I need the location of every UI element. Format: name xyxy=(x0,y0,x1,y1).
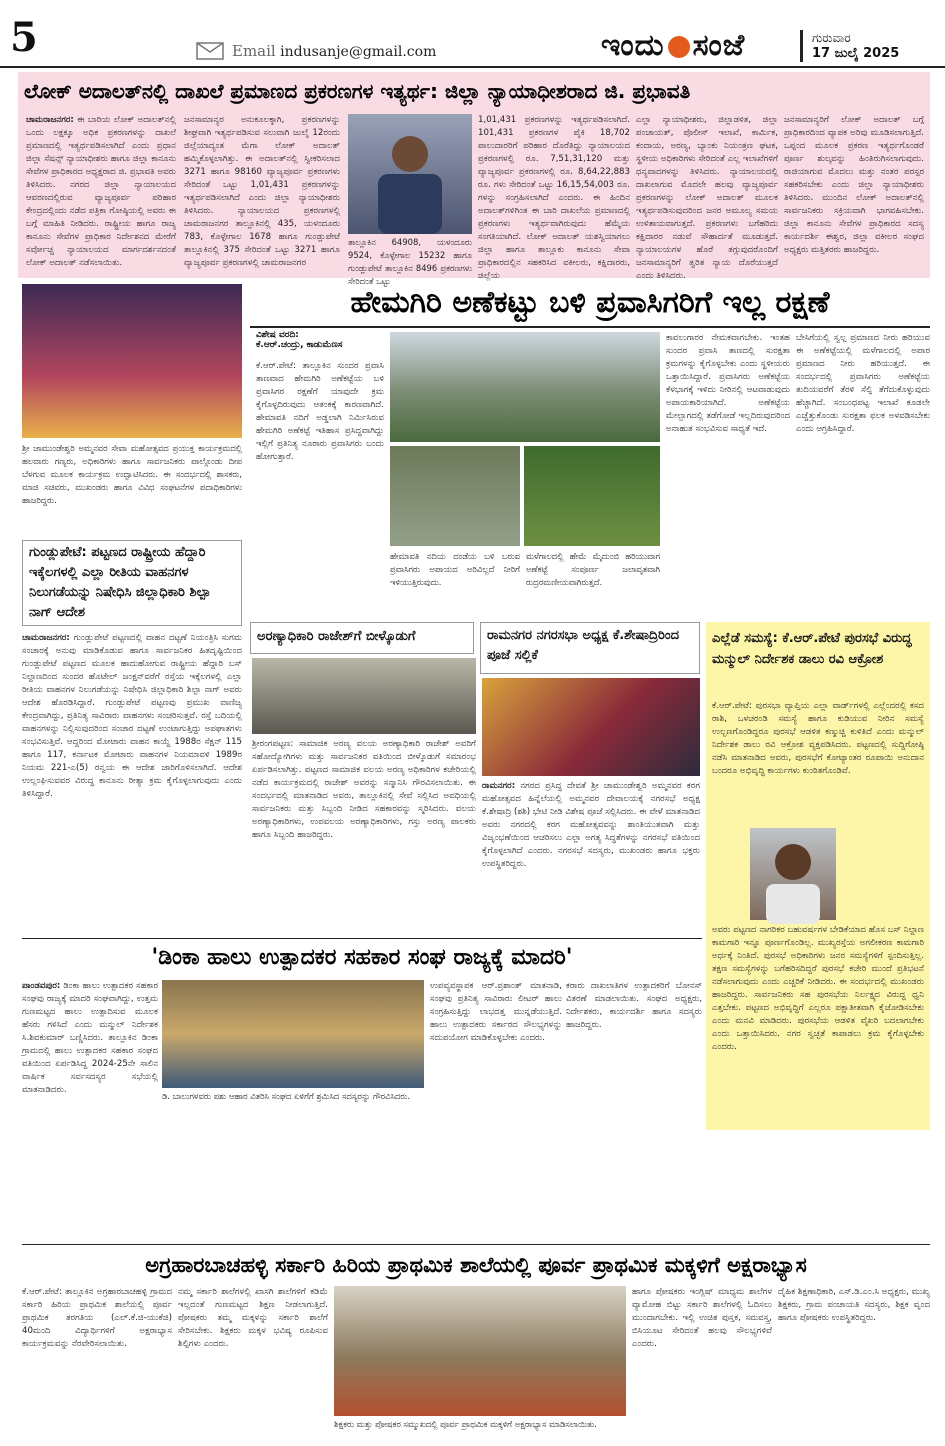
byline xyxy=(256,330,386,350)
story-headline: ರಾಮನಗರ ನಗರಸಭಾ ಅಧ್ಯಕ್ಷ ಕೆ.ಶೇಷಾದ್ರಿರಿಂದ ಪೂಜೆ ಸಲ್ಲಿಕೆ xyxy=(487,628,679,663)
story-column: ನಮ್ಮ ಸರ್ಕಾರಿ ಶಾಲೆಗಳಲ್ಲಿ ಖಾಸಗಿ ಶಾಲೆಗಳಿಗೆ ಕಡಿಮೆ ಇಲ್ಲದಂತೆ ಗುಣಮಟ್ಟದ ಶಿಕ್ಷಣ ನೀಡಲಾಗುತ್ತಿದೆ. ಪೋಷಕರು ತಮ್ಮ ಮಕ್ಕಳನ್ನು ಸರ್ಕಾರಿ ಶಾಲೆಗೆ ಸೇರಿಸಬೇಕು. ಶಿಕ್ಷಕರು ಮಕ್ಕಳ ಭವಿಷ್ಯ ರೂಪಿಸುವ ಶಿಲ್ಪಿಗಳು ಎಂದರು. xyxy=(178,1287,328,1349)
story-column: ಎಲ್ಲಾ ನ್ಯಾಯಾಧೀಶರು, ಜಿಲ್ಲಾಡಳಿತ, ಜಿಲ್ಲಾ ಪಂಚಾಯತ್, ಪೊಲೀಸ್ ಇಲಾಖೆ, ಕಾರ್ಮಿಕ, ಕಂದಾಯ, ಅರಣ್ಯ, ಬ್ಯಾಂಕು ನಿಯಂತ್ರಣ ಘಟಕ, ಸ್ಥಳೀಯ ಅಧಿಕಾರಿಗಳು ಸೇರಿದಂತೆ ಎಲ್ಲ ಇಲಾಖೆಗಳಿಗೆ ಧನ್ಯವಾದಗಳನ್ನು ತಿಳಿಸಿದರು. ನ್ಯಾಯಾಲಯದಲ್ಲಿ ದಾಖಲಾಗುವ ಮೊದಲೇ ಹಲವು ವ್ಯಾಜ್ಯಪೂರ್ವ ಪ್ರಕರಣಗಳನ್ನು ಲೋಕ್ ಅದಾಲತ್ ಮೂಲಕ ಇತ್ಯರ್ಥಪಡಿಸುವುದರಿಂದ ಜನರ ಅಮೂಲ್ಯ ಸಮಯ ಉಳಿತಾಯವಾಗುತ್ತದೆ. ಪ್ರಕರಣಗಳು ಬಗೆಹರಿದು ಕಕ್ಷಿದಾರರ ನಡುವೆ ಸೌಹಾರ್ದತೆ ಮೂಡುತ್ತದೆ. ನ್ಯಾಯಾಲಯಗಳ ಹೊರೆ ತಗ್ಗುವುದರೊಂದಿಗೆ ಜನಸಾಮಾನ್ಯರಿಗೆ ತ್ವರಿತ ನ್ಯಾಯ ದೊರೆಯುತ್ತದೆ ಎಂದು ತಿಳಿಸಿದರು. xyxy=(636,115,778,281)
visitors-photo xyxy=(390,446,520,546)
hemagiri-headline: ಹೇಮಗಿರಿ ಅಣೆಕಟ್ಟು ಬಳಿ ಪ್ರವಾಸಿಗರಿಗೆ ಇಲ್ಲ ರಕ್ಷಣೆ xyxy=(350,285,830,320)
story-column: ಕರಾರು ದಾಖಲಾತಿಗಳ ಉತ್ಪಾದಕರಿಗೆ ಬೋನಸ್ ವಿತರಣೆ ಮಾಡಲಾಯಿತು. ಸಂಘದ ಅಧ್ಯಕ್ಷರು, ನಿರ್ದೇಶಕರು, ಕಾರ್ಯದರ್ಶಿ ಹಾಗೂ ಸದಸ್ಯರು ಹಾಜರಿದ್ದರು. xyxy=(566,981,702,1030)
story-headline: ಎಲ್ಲೆಡೆ ಸಮಸ್ಯೆ: ಕೆ.ಆರ್.ಪೇಟೆ ಪುರಸಭೆ ವಿರುದ್ಧ ಮನ್ಮುಲ್ ನಿರ್ದೇಶಕ ಡಾಲು ರವಿ ಆಕ್ರೋಶ xyxy=(712,631,912,667)
story-text: ಈ ಬಾರಿಯ ಲೋಕ್ ಅದಾಲತ್‌ನಲ್ಲಿ ಒಂದು ಲಕ್ಷಕ್ಕೂ ಅಧಿಕ ಪ್ರಕರಣಗಳನ್ನು ದಾಖಲೆ ಪ್ರಮಾಣದಲ್ಲಿ ಇತ್ಯರ್ಥಪಡಿಸಲಾಗಿದೆ ಎಂದು ಪ್ರಧಾನ ಜಿಲ್ಲಾ ಸೆಷನ್ಸ್ ನ್ಯಾಯಾಧೀಶರು ಹಾಗೂ ಜಿಲ್ಲಾ ಕಾನೂನು ಸೇವೆಗಳ ಪ್ರಾಧಿಕಾರದ ಅಧ್ಯಕ್ಷರಾದ ಜಿ. ಪ್ರಭಾವತಿ ಅವರು ತಿಳಿಸಿದರು. ನಗರದ ಜಿಲ್ಲಾ ನ್ಯಾಯಾಲಯದ ಆವರಣದಲ್ಲಿರುವ ವ್ಯಾಜ್ಯಪೂರ್ವ ಪರಿಹಾರ ಕೇಂದ್ರದಲ್ಲಿಂದು ನಡೆದ ಪತ್ರಿಕಾ ಗೋಷ್ಠಿಯಲ್ಲಿ ಅವರು ಈ ಬಗ್ಗೆ ಮಾಹಿತಿ ನೀಡಿದರು. ರಾಷ್ಟ್ರೀಯ ಹಾಗೂ ರಾಜ್ಯ ಕಾನೂನು ಸೇವೆಗಳ ಪ್ರಾಧಿಕಾರ ನಿರ್ದೇಶನದ ಮೇರೆಗೆ ಸರ್ವೋಚ್ಚ ನ್ಯಾಯಾಲಯದ ಮಾರ್ಗದರ್ಶನದಂತೆ ಲೋಕ್ ಅದಾಲತ್ ನಡೆಸಲಾಯಿತು. xyxy=(26,115,176,268)
story-column: 1,01,431 ಪ್ರಕರಣಗಳನ್ನು ಇತ್ಯರ್ಥಪಡಿಸಲಾಗಿದೆ. 101,431 ಪ್ರಕರಣಗಳ ಪೈಕಿ 18,702 ಪಾಲುದಾರರಿಗೆ ಪರಿಹಾರ ದೊರೆತಿದ್ದು ನ್ಯಾಯಾಲಯದ ಪ್ರಕರಣಗಳಲ್ಲಿ ರೂ. 7,51,31,120 ಮತ್ತು ವ್ಯಾಜ್ಯಪೂರ್ವ ಪ್ರಕರಣಗಳಲ್ಲಿ ರೂ. 8,64,22,883 ರೂ. ಗಳು ಸೇರಿದಂತೆ ಒಟ್ಟು 16,15,54,003 ರೂ. ಗಳನ್ನು ಸಂಗ್ರಹಿಸಲಾಗಿದೆ ಎಂದರು. ಈ ಹಿಂದಿನ ಅದಾಲತ್‌ಗಳಿಗಿಂತ ಈ ಬಾರಿ ದಾಖಲೆಯ ಪ್ರಮಾಣದಲ್ಲಿ ಪ್ರಕರಣಗಳು ಇತ್ಯರ್ಥವಾಗಿರುವುದು ಹೆಮ್ಮೆಯ ಸಂಗತಿಯಾಗಿದೆ. ಲೋಕ್ ಅದಾಲತ್ ಯಶಸ್ವಿಯಾಗಲು ಜಿಲ್ಲಾ ಹಾಗೂ ತಾಲ್ಲೂಕು ಕಾನೂನು ಸೇವಾ ಪ್ರಾಧಿಕಾರದಲ್ಲಿನ ಸಹಕರಿಸಿದ ವಕೀಲರು, ಕಕ್ಷಿದಾರರು, ಜಿಲ್ಲೆಯ xyxy=(478,115,630,281)
school-event-photo xyxy=(334,1286,626,1416)
lok-adalat-story xyxy=(18,72,930,286)
byline-label: ವಿಶೇಷ ವರದಿ: xyxy=(256,330,299,340)
email-label: Email xyxy=(232,42,276,60)
photo-caption: ಹೇಮಾವತಿ ನದಿಯ ದಂಡೆಯ ಬಳಿ ಬರುವ ಪ್ರವಾಸಿಗರು ಅಪಾಯದ ಅರಿವಿಲ್ಲದೆ ನೀರಿಗೆ ಇಳಿಯುತ್ತಿರುವುದು. xyxy=(390,551,520,587)
sun-icon xyxy=(668,36,690,58)
ramanagara-story xyxy=(482,780,700,934)
photo-caption: ಶಿಕ್ಷಕರು ಮತ್ತು ಪೋಷಕರ ಸಮ್ಮುಖದಲ್ಲಿ ಪೂರ್ವ ಪ್ರಾಥಮಿಕ ಮಕ್ಕಳಿಗೆ ಅಕ್ಷರಾಭ್ಯಾಸ ಮಾಡಿಸಲಾಯಿತು. xyxy=(334,1419,597,1429)
story-column: ಕೆ.ಆರ್.ಪೇಟೆ: ತಾಲ್ಲೂಕಿನ ಸುಂದರ ಪ್ರವಾಸಿ ತಾಣವಾದ ಹೇಮಗಿರಿ ಅಣೆಕಟ್ಟೆಯ ಬಳಿ ಪ್ರವಾಸಿಗರ ರಕ್ಷಣೆಗೆ ಯಾವುದೇ ಕ್ರಮ ಕೈಗೊಳ್ಳದಿರುವುದು ಆತಂಕಕ್ಕೆ ಕಾರಣವಾಗಿದೆ. ಹೇಮಾವತಿ ನದಿಗೆ ಅಡ್ಡಲಾಗಿ ನಿರ್ಮಿಸಿರುವ ಹೇಮಗಿರಿ ಅಣೆಕಟ್ಟೆ ಇತಿಹಾಸ ಪ್ರಸಿದ್ಧವಾಗಿದ್ದು ಇಲ್ಲಿಗೆ ಪ್ರತಿನಿತ್ಯ ನೂರಾರು ಪ್ರವಾಸಿಗರು ಬಂದು ಹೋಗುತ್ತಾರೆ. xyxy=(256,361,384,462)
story-column: ಕೆ.ಆರ್.ಪೇಟೆ: ತಾಲ್ಲೂಕಿನ ಅಗ್ರಹಾರಬಾಚಹಳ್ಳಿ ಗ್ರಾಮದ ಸರ್ಕಾರಿ ಹಿರಿಯ ಪ್ರಾಥಮಿಕ ಶಾಲೆಯಲ್ಲಿ ಪೂರ್ವ ಪ್ರಾಥಮಿಕ ತರಗತಿಯ (ಎಲ್.ಕೆ.ಜಿ-ಯುಕೆಜಿ) 40ಮಂದಿ ವಿದ್ಯಾರ್ಥಿಗಳಿಗೆ ಅಕ್ಷರಾಭ್ಯಾಸ ಕಾರ್ಯಕ್ರಮವನ್ನು ನೆರವೇರಿಸಲಾಯಿತು. xyxy=(22,1287,172,1349)
newspaper-logo xyxy=(548,28,798,64)
story-text: ಡಿಂಕಾ ಹಾಲು ಉತ್ಪಾದಕರ ಸಹಕಾರ ಸಂಘವು ರಾಜ್ಯಕ್ಕೆ ಮಾದರಿ ಸಂಘವಾಗಿದ್ದು, ಉತ್ತಮ ಗುಣಮಟ್ಟದ ಹಾಲು ಉತ್ಪಾದಿಸುವ ಮೂಲಕ ಹೆಸರು ಗಳಿಸಿದೆ ಎಂದು ಮನ್ಮುಲ್ ನಿರ್ದೇಶಕ ಸಿ.ಶಿವಕುಮಾರ್ ಬಣ್ಣಿಸಿದರು. ತಾಲ್ಲೂಕಿನ ಡಿಂಕಾ ಗ್ರಾಮದಲ್ಲಿ ಹಾಲು ಉತ್ಪಾದಕರ ಸಹಕಾರ ಸಂಘದ ವತಿಯಿಂದ ಏರ್ಪಡಿಸಿದ್ದ 2024-25ನೇ ಸಾಲಿನ ವಾರ್ಷಿಕ ಸರ್ವಸದಸ್ಯರ ಸಭೆಯಲ್ಲಿ ಮಾತನಾಡಿದರು. xyxy=(22,981,158,1095)
director-photo xyxy=(750,828,836,920)
photo-caption: ಮಳೆಗಾಲದಲ್ಲಿ ಹೇಮೆ ಮೈದುಂಬಿ ಹರಿಯುವಾಗ ಅಣೆಕಟ್ಟೆ ಸಂಪೂರ್ಣ ಜಲಾವೃತವಾಗಿ ರುದ್ರರಮಣೀಯವಾಗಿರುತ್ತದೆ. xyxy=(526,551,660,587)
dateline-label: ಚಾಮರಾಜನಗರ: xyxy=(26,115,74,125)
story-text: ಗುಂಡ್ಲುಪೇಟೆ ಪಟ್ಟಣದಲ್ಲಿ ವಾಹನ ದಟ್ಟಣೆ ನಿಯಂತ್ರಿಸಿ ಸುಗಮ ಸಂಚಾರಕ್ಕೆ ಅನುವು ಮಾಡಿಕೊಡುವ ಹಾಗೂ ಸಾರ್ವಜನಿಕರ ಹಿತದೃಷ್ಟಿಯಿಂದ ಗುಂಡ್ಲುಪೇಟೆ ಪಟ್ಟಣದ ಮೂಲಕ ಹಾದುಹೋಗುವ ರಾಷ್ಟ್ರೀಯ ಹೆದ್ದಾರಿ ಬಸ್ ನಿಲ್ದಾಣದಿಂದ ಸುಂದರ ಹೊಟೇಲ್ ಜಂಕ್ಷನ್‌ವರೆಗೆ ರಸ್ತೆಯ ಇಕ್ಕೆಲಗಳಲ್ಲಿ ಎಲ್ಲಾ ರೀತಿಯ ವಾಹನಗಳ ನಿಲುಗಡೆಯನ್ನು ನಿಷೇಧಿಸಿ ಜಿಲ್ಲಾಧಿಕಾರಿ ಶಿಲ್ಪಾ ನಾಗ್ ಅವರು ಆದೇಶ ಹೊರಡಿಸಿದ್ದಾರೆ. ಗುಂಡ್ಲುಪೇಟೆ ಪಟ್ಟಣವು ಪ್ರಮುಖ ವಾಣಿಜ್ಯ ಕೇಂದ್ರವಾಗಿದ್ದು, ಪ್ರತಿನಿತ್ಯ ಸಾವಿರಾರು ವಾಹನಗಳು ಸಂಚರಿಸುತ್ತವೆ. ರಸ್ತೆ ಬದಿಯಲ್ಲಿ ವಾಹನಗಳನ್ನು ನಿಲ್ಲಿಸುವುದರಿಂದ ಸಂಚಾರ ದಟ್ಟಣೆ ಉಂಟಾಗುತ್ತಿದ್ದು ಅಪಘಾತಗಳು ಸಂಭವಿಸುತ್ತಿವೆ. ಆದ್ದರಿಂದ ಮೋಟಾರು ವಾಹನ ಕಾಯ್ದೆ 1988ರ ಸೆಕ್ಷನ್ 115 ಹಾಗೂ 117, ಕರ್ನಾಟಕ ಮೋಟಾರು ವಾಹನಗಳ ನಿಯಮಾವಳಿ 1989ರ ನಿಯಮ 221-ಎ(5) ರನ್ವಯ ಈ ಆದೇಶ ಜಾರಿಗೊಳಿಸಲಾಗಿದೆ. ಆದೇಶ ಉಲ್ಲಂಘಿಸುವವರ ವಿರುದ್ಧ ಕಾನೂನು ರೀತ್ಯಾ ಕ್ರಮ ಕೈಗೊಳ್ಳಲಾಗುವುದು ಎಂದು ತಿಳಿಸಿದ್ದಾರೆ. xyxy=(22,633,243,799)
farewell-photo xyxy=(252,658,476,734)
masthead xyxy=(0,0,945,68)
judge-photo xyxy=(348,114,472,234)
dinka-headline: 'ಡಿಂಕಾ ಹಾಲು ಉತ್ಪಾದಕರ ಸಹಕಾರ ಸಂಘ ರಾಜ್ಯಕ್ಕೆ ಮಾದರಿ' xyxy=(151,945,573,970)
page-number: 5 xyxy=(10,14,38,61)
story-column: ಉಪವ್ಯವಸ್ಥಾಪಕ ಆರ್.ಪ್ರಶಾಂತ್ ಮಾತನಾಡಿ, ಸಂಘವು ಪ್ರತಿನಿತ್ಯ ಸಾವಿರಾರು ಲೀಟರ್ ಹಾಲು ಸಂಗ್ರಹಿಸುತ್ತಿದ್ದು ಲಾಭದತ್ತ ಮುನ್ನಡೆಯುತ್ತಿದೆ. ಹಾಲು ಉತ್ಪಾದಕರು ಸರ್ಕಾರದ ಸೌಲಭ್ಯಗಳನ್ನು ಸದುಪಯೋಗ ಮಾಡಿಕೊಳ್ಳಬೇಕು ಎಂದರು. xyxy=(430,981,562,1043)
school-headline: ಅಗ್ರಹಾರಬಾಚಹಳ್ಳಿ ಸರ್ಕಾರಿ ಹಿರಿಯ ಪ್ರಾಥಮಿಕ ಶಾಲೆಯಲ್ಲಿ ಪೂರ್ವ ಪ್ರಾಥಮಿಕ ಮಕ್ಕಳಿಗೆ ಅಕ್ಷರಾಭ್ಯಾಸ xyxy=(145,1253,807,1277)
day: ಗುರುವಾರ xyxy=(812,31,851,45)
logo-left: ಇಂದು xyxy=(600,28,665,63)
riverbank-photo xyxy=(524,446,660,546)
photo-caption: ಶ್ರೀ ಜಾಮುಂಡೇಶ್ವರಿ ಅಮ್ಮನವರ ಸೇವಾ ಮಹೋತ್ಸವದ ಪ್ರಯುಕ್ತ ಕಾರ್ಯಕ್ರಮದಲ್ಲಿ ಹಲವಾರು ಗಣ್ಯರು, ಅಧಿಕಾರಿಗಳು ಹಾಗೂ ಸಾರ್ವಜನಿಕರು ಪಾಲ್ಗೊಂಡು ದೀಪ ಬೆಳಗುವ ಮೂಲಕ ಕಾರ್ಯಕ್ರಮ ಉದ್ಘಾಟಿಸಿದರು. ಈ ಸಂದರ್ಭದಲ್ಲಿ ಶಾಸಕರು, ಮಾಜಿ ಸಚಿವರು, ಮುಖಂಡರು ಹಾಗೂ ವಿವಿಧ ಸಂಘಟನೆಗಳ ಪದಾಧಿಕಾರಿಗಳು ಹಾಜರಿದ್ದರು. xyxy=(22,443,242,505)
story-headline: ಲೋಕ್ ಅದಾಲತ್‌ನಲ್ಲಿ ದಾಖಲೆ ಪ್ರಮಾಣದ ಪ್ರಕರಣಗಳ ಇತ್ಯರ್ಥ: ಜಿಲ್ಲಾ ನ್ಯಾಯಾಧೀಶರಾದ ಜಿ. ಪ್ರಭಾವತಿ xyxy=(24,79,691,103)
story-text: ನಗರದ ಪ್ರಸಿದ್ಧ ದೇವತೆ ಶ್ರೀ ಚಾಮುಂಡೇಶ್ವರಿ ಅಮ್ಮನವರ ಕರಗ ಮಹೋತ್ಸವದ ಹಿನ್ನೆಲೆಯಲ್ಲಿ ಅಮ್ಮನವರ ದೇವಾಲಯಕ್ಕೆ ನಗರಸಭೆ ಅಧ್ಯಕ್ಷ ಕೆ.ಶೇಷಾದ್ರಿ (ಶಶಿ) ಭೇಟಿ ನೀಡಿ ವಿಶೇಷ ಪೂಜೆ ಸಲ್ಲಿಸಿದರು. ಈ ವೇಳೆ ಮಾತನಾಡಿದ ಅವರು ನಗರದಲ್ಲಿ ಕರಗ ಮಹೋತ್ಸವವನ್ನು ಶಾಂತಿಯುತವಾಗಿ ಮತ್ತು ವಿಜೃಂಭಣೆಯಿಂದ ಆಚರಿಸಲು ಎಲ್ಲಾ ಅಗತ್ಯ ಸಿದ್ಧತೆಗಳನ್ನು ನಗರಸಭೆ ವತಿಯಿಂದ ಕೈಗೊಳ್ಳಲಾಗಿದೆ ಎಂದರು. ನಗರಸಭೆ ಸದಸ್ಯರು, ಮುಖಂಡರು ಹಾಗೂ ಭಕ್ತರು ಉಪಸ್ಥಿತರಿದ್ದರು. xyxy=(482,781,700,869)
divider xyxy=(250,326,930,328)
story-column xyxy=(840,828,924,920)
story-column xyxy=(22,980,158,1240)
story-column: ಬೇಸಿಗೆಯಲ್ಲಿ ಸ್ವಲ್ಪ ಪ್ರಮಾಣದ ನೀರು ಹರಿಯುವ ಈ ಅಣೆಕಟ್ಟೆಯಲ್ಲಿ ಮಳೆಗಾಲದಲ್ಲಿ ಅಪಾರ ಪ್ರಮಾಣದ ನೀರು ಹರಿಯುತ್ತದೆ. ಈ ಸಂದರ್ಭದಲ್ಲಿ ಪ್ರವಾಸಿಗರು ಅಣೆಕಟ್ಟೆಯ ತುದಿಯವರೆಗೆ ತೆರಳಿ ಸೆಲ್ಫಿ ತೆಗೆದುಕೊಳ್ಳುವುದು ಹೆಚ್ಚಾಗಿದೆ. ಸಂಬಂಧಪಟ್ಟ ಇಲಾಖೆ ಕೂಡಲೇ ಎಚ್ಚೆತ್ತುಕೊಂಡು ಸುರಕ್ಷತಾ ಫಲಕ ಅಳವಡಿಸಬೇಕು ಎಂದು ಆಗ್ರಹಿಸಿದ್ದಾರೆ. xyxy=(796,333,930,434)
byline-name: ಕೆ.ಆರ್.ಚಂದ್ರು, ಕಾಡುಮೆಣಸ xyxy=(256,340,343,350)
dairy-event-photo xyxy=(162,980,424,1088)
dateline-label: ಚಾಮರಾಜನಗರ: xyxy=(22,633,70,643)
story-headline: ಅರಣ್ಯಾಧಿಕಾರಿ ರಾಜೇಶ್‌ಗೆ ಬೀಳ್ಕೊಡುಗೆ xyxy=(257,629,416,644)
story-column: ಹಾಗೂ ಪೋಷಕರು ಇಂಗ್ಲಿಷ್ ಮಾಧ್ಯಮ ಶಾಲೆಗಳ ವ್ಯಾಮೋಹ ಬಿಟ್ಟು ಸರ್ಕಾರಿ ಶಾಲೆಗಳಲ್ಲಿ ಓದಿಸಲು ಮುಂದಾಗಬೇಕು. ಇಲ್ಲಿ ಉಚಿತ ಪುಸ್ತಕ, ಸಮವಸ್ತ್ರ, ಬಿಸಿಯೂಟ ಸೇರಿದಂತೆ ಹಲವು ಸೌಲಭ್ಯಗಳಿವೆ ಎಂದರು. xyxy=(632,1287,772,1349)
gundlupet-story xyxy=(22,632,242,932)
date: 17 ಜುಲೈ 2025 xyxy=(812,46,900,61)
envelope-icon xyxy=(196,40,226,62)
dateline-label: ಪಾಂಡವಪುರ: xyxy=(22,981,61,991)
dateline-label: ರಾಮನಗರ: xyxy=(482,781,516,791)
photo-caption: ತಾಲ್ಲೂಕಿನ 64908, ಯಳಂದೂರು 9524, ಕೊಳ್ಳೇಗಾಲ 15232 ಹಾಗೂ ಗುಂಡ್ಲುಪೇಟೆ ತಾಲ್ಲೂಕಿನ 8496 ಪ್ರಕರಣಗಳು ಸೇರಿದಂತೆ ಒಟ್ಟು xyxy=(348,237,472,286)
logo-right: ಸಂಜೆ xyxy=(692,28,746,63)
pooja-photo xyxy=(482,678,700,776)
event-photo xyxy=(22,284,242,438)
gundlupet-headline-box xyxy=(22,540,242,626)
divider xyxy=(22,938,702,939)
story-column: ಅವರು ಪಟ್ಟಣದ ನಾಗರಿಕರ ಬಹುವರ್ಷಗಳ ಬೇಡಿಕೆಯಾದ ಹೊಸ ಬಸ್ ನಿಲ್ದಾಣ ಕಾಮಗಾರಿ ಇನ್ನೂ ಪೂರ್ಣಗೊಂಡಿಲ್ಲ. ಮುಖ್ಯರಸ್ತೆಯ ಅಗಲೀಕರಣ ಕಾಮಗಾರಿ ಅರ್ಧಕ್ಕೆ ನಿಂತಿದೆ. ಪುರಸಭೆ ಅಧಿಕಾರಿಗಳು ಜನರ ಸಮಸ್ಯೆಗಳಿಗೆ ಸ್ಪಂದಿಸುತ್ತಿಲ್ಲ. ತಕ್ಷಣ ಸಮಸ್ಯೆಗಳನ್ನು ಬಗೆಹರಿಸದಿದ್ದರೆ ಪುರಸಭೆ ಕಚೇರಿ ಮುಂದೆ ಪ್ರತಿಭಟನೆ ನಡೆಸಲಾಗುವುದು ಎಂದು ಎಚ್ಚರಿಕೆ ನೀಡಿದರು. ಈ ಸಂದರ್ಭದಲ್ಲಿ ಮುಖಂಡರು ಹಾಜರಿದ್ದರು. ಸಾರ್ವಜನಿಕರು ಸಹ ಪುರಸಭೆಯ ನಿರ್ಲಕ್ಷ್ಯದ ವಿರುದ್ಧ ಧ್ವನಿ ಎತ್ತಬೇಕು. ಪಟ್ಟಣದ ಅಭಿವೃದ್ಧಿಗೆ ಎಲ್ಲರೂ ಪಕ್ಷಾತೀತವಾಗಿ ಕೈಜೋಡಿಸಬೇಕು ಎಂದು ಮನವಿ ಮಾಡಿದರು. ಪುರಸಭೆಯ ಆಡಳಿತ ವೈಖರಿ ಬದಲಾಗಬೇಕು ಎಂದು ಒತ್ತಾಯಿಸಿದರು. ನಗರ ಸ್ವಚ್ಛತೆ ಕಾಪಾಡಲು ಕ್ರಮ ಕೈಗೊಳ್ಳಬೇಕು ಎಂದರು. xyxy=(712,925,924,1052)
dateline xyxy=(812,30,942,62)
story-column: ಕೆ.ಆರ್.ಪೇಟೆ: ಪುರಸಭಾ ವ್ಯಾಪ್ತಿಯ ಎಲ್ಲಾ ವಾರ್ಡ್‌ಗಳಲ್ಲಿ ಎಲ್ಲೆಂದರಲ್ಲಿ ಕಸದ ರಾಶಿ, ಒಳಚರಂಡಿ ಸಮಸ್ಯೆ ಹಾಗೂ ಕುಡಿಯುವ ನೀರಿನ ಸಮಸ್ಯೆ ಉಲ್ಬಣಗೊಂಡಿದ್ದರೂ ಪುರಸಭೆ ಆಡಳಿತ ಕಣ್ಮುಚ್ಚಿ ಕುಳಿತಿದೆ ಎಂದು ಮನ್ಮುಲ್ ನಿರ್ದೇಶಕ ಡಾಲು ರವಿ ಆಕ್ರೋಶ ವ್ಯಕ್ತಪಡಿಸಿದರು. ಪಟ್ಟಣದಲ್ಲಿ ಸುದ್ದಿಗೋಷ್ಠಿ ನಡೆಸಿ ಮಾತನಾಡಿದ ಅವರು, ಪುರಸಭೆಗೆ ಕೋಟ್ಯಾಂತರ ರೂಪಾಯಿ ಅನುದಾನ ಬಂದರೂ ಅಭಿವೃದ್ಧಿ ಕಾರ್ಯಗಳು ಕುಂಠಿತಗೊಂಡಿವೆ. xyxy=(712,701,924,776)
story-column: ದೈಹಿಕ ಶಿಕ್ಷಣಾಧಿಕಾರಿ, ಎಸ್.ಡಿ.ಎಂ.ಸಿ ಅಧ್ಯಕ್ಷರು, ಮುಖ್ಯ ಶಿಕ್ಷಕರು, ಗ್ರಾಮ ಪಂಚಾಯತಿ ಸದಸ್ಯರು, ಶಿಕ್ಷಕ ವೃಂದ ಹಾಗೂ ಪೋಷಕರು ಉಪಸ್ಥಿತರಿದ್ದರು. xyxy=(778,1287,930,1323)
ramanagara-headline-box xyxy=(480,622,700,674)
forest-officer-headline-box xyxy=(250,622,474,654)
story-column: ಜನಸಾಮಾನ್ಯರಿಗೆ ಲೋಕ್ ಅದಾಲತ್ ಬಗ್ಗೆ ಪ್ರಾಧಿಕಾರದಿಂದ ವ್ಯಾಪಕ ಅರಿವು ಮೂಡಿಸಲಾಗುತ್ತಿದೆ. ಒಪ್ಪಂದ ಮೂಲಕ ಪ್ರಕರಣ ಇತ್ಯರ್ಥಗೊಂಡರೆ ಪೂರ್ಣ ಶುಲ್ಕವನ್ನು ಹಿಂತಿರುಗಿಸಲಾಗುವುದು. ರಾಜಿಯಾಗುವ ಮೊದಲು ಮತ್ತು ನಂತರ ಪರಸ್ಪರ ಸಹಕರಿಸಬೇಕು ಎಂದು ಜಿಲ್ಲಾ ನ್ಯಾಯಾಧೀಶರು ತಿಳಿಸಿದರು. ಮುಂದಿನ ಲೋಕ್ ಅದಾಲತ್‌ನಲ್ಲಿ ಸಾರ್ವಜನಿಕರು ಸಕ್ರಿಯವಾಗಿ ಭಾಗವಹಿಸಬೇಕು. ಜಿಲ್ಲಾ ಕಾನೂನು ಸೇವೆಗಳ ಪ್ರಾಧಿಕಾರದ ಸದಸ್ಯ ಕಾರ್ಯದರ್ಶಿ ಈಶ್ವರ, ಜಿಲ್ಲಾ ವಕೀಲರ ಸಂಘದ ಅಧ್ಯಕ್ಷರು ಮತ್ತಿತರರು ಹಾಜರಿದ್ದರು. xyxy=(784,115,924,255)
forest-officer-story: ಶ್ರೀರಂಗಪಟ್ಟಣ: ಸಾಮಾಜಿಕ ಅರಣ್ಯ ವಲಯ ಅರಣ್ಯಾಧಿಕಾರಿ ರಾಜೇಶ್ ಅವರಿಗೆ ಸಹೋದ್ಯೋಗಿಗಳು ಮತ್ತು ಸಾರ್ವಜನಿಕರ ವತಿಯಿಂದ ಬೀಳ್ಕೊಡುಗೆ ಸಮಾರಂಭ ಏರ್ಪಡಿಸಲಾಗಿತ್ತು. ಪಟ್ಟಣದ ಸಾಮಾಜಿಕ ವಲಯ ಅರಣ್ಯ ಅಧಿಕಾರಿಗಳ ಕಚೇರಿಯಲ್ಲಿ ನಡೆದ ಕಾರ್ಯಕ್ರಮದಲ್ಲಿ ರಾಜೇಶ್ ಅವರನ್ನು ಸನ್ಮಾನಿಸಿ ಗೌರವಿಸಲಾಯಿತು. ಈ ಸಂದರ್ಭದಲ್ಲಿ ಮಾತನಾಡಿದ ಅವರು, ತಾಲ್ಲೂಕಿನಲ್ಲಿ ಸೇವೆ ಸಲ್ಲಿಸಿದ ಅವಧಿಯಲ್ಲಿ ಸಾರ್ವಜನಿಕರು ಮತ್ತು ಸಿಬ್ಬಂದಿ ನೀಡಿದ ಸಹಕಾರವನ್ನು ಸ್ಮರಿಸಿದರು. ವಲಯ ಅರಣ್ಯಾಧಿಕಾರಿಗಳು, ಉಪವಲಯ ಅರಣ್ಯಾಧಿಕಾರಿಗಳು, ಗಸ್ತು ಅರಣ್ಯ ಪಾಲಕರು ಹಾಗೂ ಸಿಬ್ಬಂದಿ ಹಾಜರಿದ್ದರು. xyxy=(252,739,476,840)
divider xyxy=(22,1244,930,1245)
photo-caption: ಡಿ. ಬಾಲುಗಳವರು ಪಶು ಆಹಾರ ವಿತರಿಸಿ ಸಂಘದ ಏಳಿಗೆಗೆ ಶ್ರಮಿಸಿದ ಸದಸ್ಯರನ್ನು ಗೌರವಿಸಿದರು. xyxy=(162,1091,411,1101)
story-column: ಕಾವಲುಗಾರರ ನೇಮಕವಾಗಬೇಕು. ಇಂತಹ ಸುಂದರ ಪ್ರವಾಸಿ ತಾಣದಲ್ಲಿ ಸುರಕ್ಷತಾ ಕ್ರಮಗಳನ್ನು ಕೈಗೊಳ್ಳಬೇಕು ಎಂದು ಸ್ಥಳೀಯರು ಒತ್ತಾಯಿಸಿದ್ದಾರೆ. ಪ್ರವಾಸಿಗರು ಅಣೆಕಟ್ಟೆಯ ಕೆಳಭಾಗಕ್ಕೆ ಇಳಿದು ನೀರಿನಲ್ಲಿ ಆಟವಾಡುವುದು ಅಪಾಯಕಾರಿಯಾಗಿದೆ. ಅಣೆಕಟ್ಟೆಯ ಮೇಲ್ಭಾಗದಲ್ಲಿ ತಡೆಗೋಡೆ ಇಲ್ಲದಿರುವುದರಿಂದ ಅನಾಹುತ ಸಂಭವಿಸುವ ಸಾಧ್ಯತೆ ಇದೆ. xyxy=(666,333,790,434)
story-column xyxy=(26,114,176,274)
story-column: ಜನಸಾಮಾನ್ಯರ ಅನುಕೂಲಕ್ಕಾಗಿ, ಪ್ರಕರಣಗಳನ್ನು ಶೀಘ್ರವಾಗಿ ಇತ್ಯರ್ಥಪಡಿಸುವ ಸಲುವಾಗಿ ಜುಲೈ 12ರಂದು ಜಿಲ್ಲೆಯಾದ್ಯಂತ ಮೆಗಾ ಲೋಕ್ ಅದಾಲತ್ ಹಮ್ಮಿಕೊಳ್ಳಲಾಗಿತ್ತು. ಈ ಅದಾಲತ್‌ನಲ್ಲಿ ಸ್ವೀಕರಿಸಲಾದ 3271 ಹಾಗೂ 98160 ವ್ಯಾಜ್ಯಪೂರ್ವ ಪ್ರಕರಣಗಳು ಸೇರಿದಂತೆ ಒಟ್ಟು 1,01,431 ಪ್ರಕರಣಗಳನ್ನು ಇತ್ಯರ್ಥಪಡಿಸಲಾಗಿದೆ ಎಂದು ಜಿಲ್ಲಾ ನ್ಯಾಯಾಧೀಶರು ತಿಳಿಸಿದರು. ನ್ಯಾಯಾಲಯದ ಪ್ರಕರಣಗಳಲ್ಲಿ ಚಾಮರಾಜನಗರ ತಾಲ್ಲೂಕಿನಲ್ಲಿ 435, ಯಳಂದೂರು 783, ಕೊಳ್ಳೇಗಾಲ 1678 ಹಾಗೂ ಗುಂಡ್ಲುಪೇಟೆ ತಾಲ್ಲೂಕಿನಲ್ಲಿ 375 ಸೇರಿದಂತೆ ಒಟ್ಟು 3271 ಹಾಗೂ ವ್ಯಾಜ್ಯಪೂರ್ವ ಪ್ರಕರಣಗಳಲ್ಲಿ ಚಾಮರಾಜನಗರ xyxy=(184,115,340,268)
dam-photo xyxy=(390,332,660,442)
divider xyxy=(800,30,803,62)
email-address: indusanje@gmail.com xyxy=(280,44,437,60)
email-line xyxy=(232,42,436,60)
story-headline: ಗುಂಡ್ಲುಪೇಟೆ: ಪಟ್ಟಣದ ರಾಷ್ಟ್ರೀಯ ಹೆದ್ದಾರಿ ಇಕ್ಕೆಲಗಳಲ್ಲಿ ಎಲ್ಲಾ ರೀತಿಯ ವಾಹನಗಳ ನಿಲುಗಡೆಯನ್ನು ನಿಷೇಧಿಸಿ ಜಿಲ್ಲಾಧಿಕಾರಿ ಶಿಲ್ಪಾ ನಾಗ್ ಆದೇಶ xyxy=(29,545,211,620)
krpete-story xyxy=(706,622,930,1130)
